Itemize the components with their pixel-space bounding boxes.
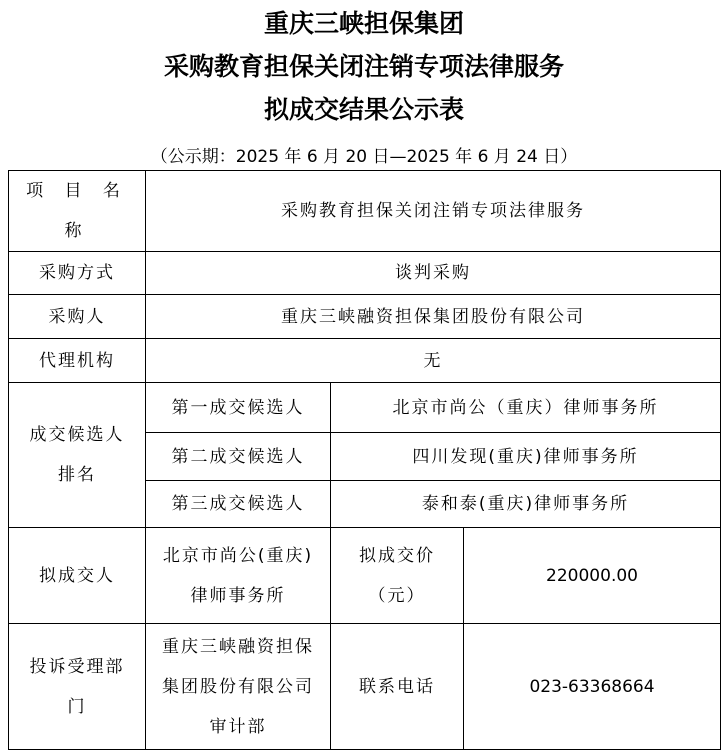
ranking-label-line-2: 排名: [58, 465, 96, 485]
method-label: 采购方式: [9, 252, 146, 295]
table-row: [9, 624, 721, 750]
method-value: 谈判采购: [146, 252, 721, 295]
complaint-dept-line-3: 审计部: [209, 716, 267, 737]
project-name-value: 采购教育担保关闭注销专项法律服务: [146, 171, 721, 252]
table-row: [9, 383, 721, 433]
winner-label: 拟成交人: [9, 528, 146, 624]
title-line-1: 重庆三峡担保集团: [263, 9, 464, 38]
candidate-rank: 第二成交候选人: [146, 433, 331, 481]
complaint-label-line-1: 投诉受理部: [29, 656, 125, 677]
purchaser-value: 重庆三峡融资担保集团股份有限公司: [146, 295, 721, 339]
table-row: [9, 339, 721, 383]
complaint-department: [146, 624, 331, 750]
price-value: 220000.00: [464, 528, 721, 624]
candidate-name: 北京市尚公（重庆）律师事务所: [331, 383, 721, 433]
phone-value: 023-63368664: [464, 624, 721, 750]
title-line-3: 拟成交结果公示表: [263, 95, 464, 124]
winner-name-line-2: 律师事务所: [190, 585, 286, 606]
table-row: [9, 252, 721, 295]
complaint-dept-line-1: 重庆三峡融资担保: [162, 636, 314, 657]
publicity-period: （公示期：2025 年 6 月 20 日—2025 年 6 月 24 日）: [150, 147, 578, 167]
table-row: [9, 171, 721, 252]
agency-value: 无: [146, 339, 721, 383]
winner-name-line-1: 北京市尚公(重庆): [162, 545, 314, 566]
price-label-line-1: 拟成交价: [359, 545, 435, 566]
agency-label: 代理机构: [9, 339, 146, 383]
complaint-dept-line-2: 集团股份有限公司: [162, 676, 314, 697]
price-label-line-2: （元）: [368, 585, 426, 606]
ranking-label-line-1: 成交候选人: [29, 425, 125, 445]
candidate-name: 泰和泰(重庆)律师事务所: [331, 481, 721, 528]
purchaser-label: 采购人: [9, 295, 146, 339]
winner-name: [146, 528, 331, 624]
candidate-rank: 第三成交候选人: [146, 481, 331, 528]
table-row: [9, 528, 721, 624]
title-line-2: 采购教育担保关闭注销专项法律服务: [163, 52, 564, 81]
price-label: [331, 528, 464, 624]
document-title: [0, 2, 728, 131]
complaint-label-line-2: 门: [67, 696, 87, 717]
project-name-label: 项 目 名 称: [9, 171, 146, 252]
table-row: [9, 295, 721, 339]
ranking-label: [9, 383, 146, 528]
result-table: [8, 170, 721, 750]
complaint-label: [9, 624, 146, 750]
candidate-rank: 第一成交候选人: [146, 383, 331, 433]
phone-label: 联系电话: [331, 624, 464, 750]
candidate-name: 四川发现(重庆)律师事务所: [331, 433, 721, 481]
